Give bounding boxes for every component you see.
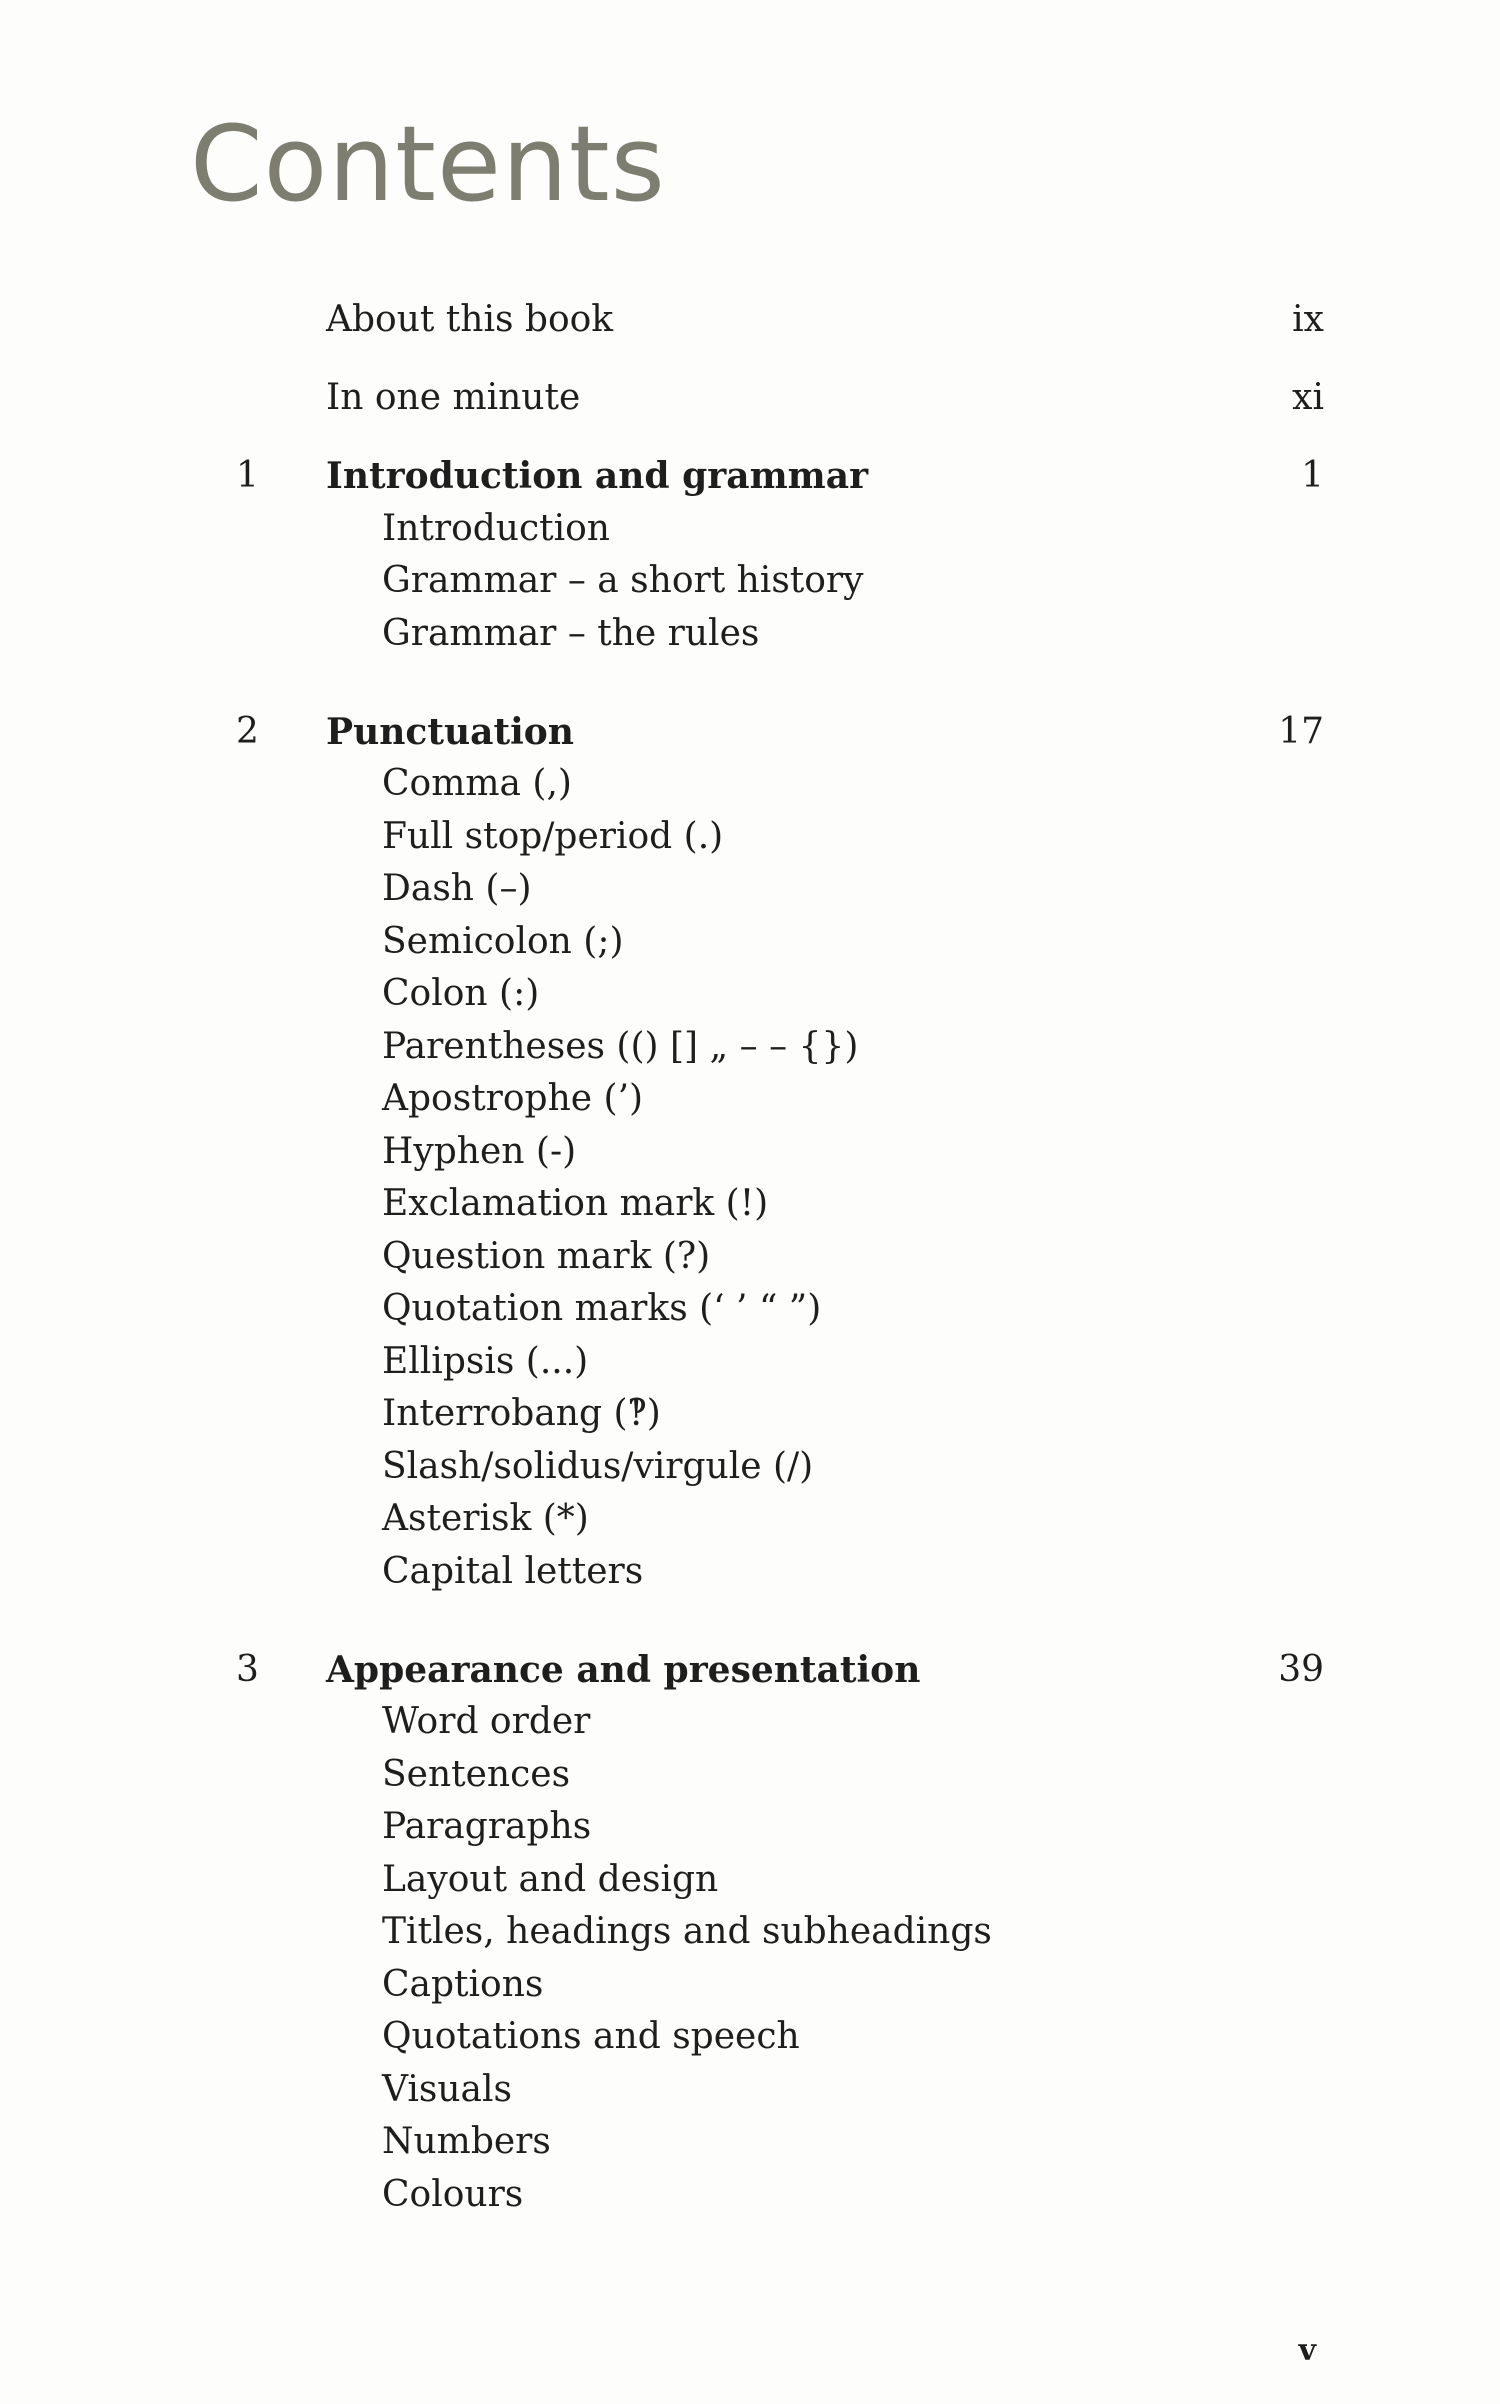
section-title: Full stop/period (.) xyxy=(382,815,724,857)
section-title: Word order xyxy=(382,1701,591,1742)
section-title: Question mark (?) xyxy=(382,1235,711,1277)
section-title: Parentheses (() [] „ – – {}) xyxy=(382,1025,859,1067)
chapter-number: 1 xyxy=(236,455,259,496)
section-title: Semicolon (;) xyxy=(382,920,624,962)
chapter-page: 17 xyxy=(1278,710,1324,752)
section-title: Quotation marks (‘ ’ “ ”) xyxy=(382,1288,822,1329)
front-matter-title: In one minute xyxy=(326,377,581,418)
section-title: Sentences xyxy=(382,1753,571,1795)
chapter-title: Punctuation xyxy=(326,710,574,753)
chapter-title: Introduction and grammar xyxy=(326,455,869,497)
front-matter-page: ix xyxy=(1292,299,1324,340)
section-title: Slash/solidus/virgule (/) xyxy=(382,1445,814,1487)
section-title: Introduction xyxy=(382,507,610,549)
section-title: Colon (:) xyxy=(382,973,540,1014)
section-title: Grammar – the rules xyxy=(382,612,760,654)
section-title: Exclamation mark (!) xyxy=(382,1183,769,1224)
page-number: v xyxy=(1298,2333,1316,2368)
section-title: Asterisk (*) xyxy=(382,1498,589,1539)
chapter-title: Appearance and presentation xyxy=(326,1648,921,1691)
section-title: Colours xyxy=(382,2173,524,2215)
section-title: Apostrophe (’) xyxy=(382,1078,644,1119)
section-title: Hyphen (-) xyxy=(382,1130,577,1172)
chapter-page: 39 xyxy=(1278,1648,1324,1690)
front-matter-title: About this book xyxy=(326,299,614,340)
section-title: Layout and design xyxy=(382,1858,719,1900)
section-title: Interrobang (‽) xyxy=(382,1393,661,1434)
section-title: Numbers xyxy=(382,2121,551,2162)
section-title: Grammar – a short history xyxy=(382,560,864,601)
section-title: Visuals xyxy=(382,2068,512,2110)
front-matter-page: xi xyxy=(1292,377,1324,418)
chapter-number: 3 xyxy=(236,1648,259,1690)
section-title: Captions xyxy=(382,1963,544,2005)
section-title: Titles, headings and subheadings xyxy=(382,1911,992,1952)
page-title: Contents xyxy=(190,103,666,225)
section-title: Capital letters xyxy=(382,1550,644,1592)
section-title: Quotations and speech xyxy=(382,2016,800,2057)
section-title: Dash (–) xyxy=(382,868,532,909)
chapter-page: 1 xyxy=(1301,455,1324,496)
section-title: Paragraphs xyxy=(382,1806,592,1847)
section-title: Comma (,) xyxy=(382,763,572,804)
section-title: Ellipsis (...) xyxy=(382,1340,589,1382)
chapter-number: 2 xyxy=(236,710,259,752)
